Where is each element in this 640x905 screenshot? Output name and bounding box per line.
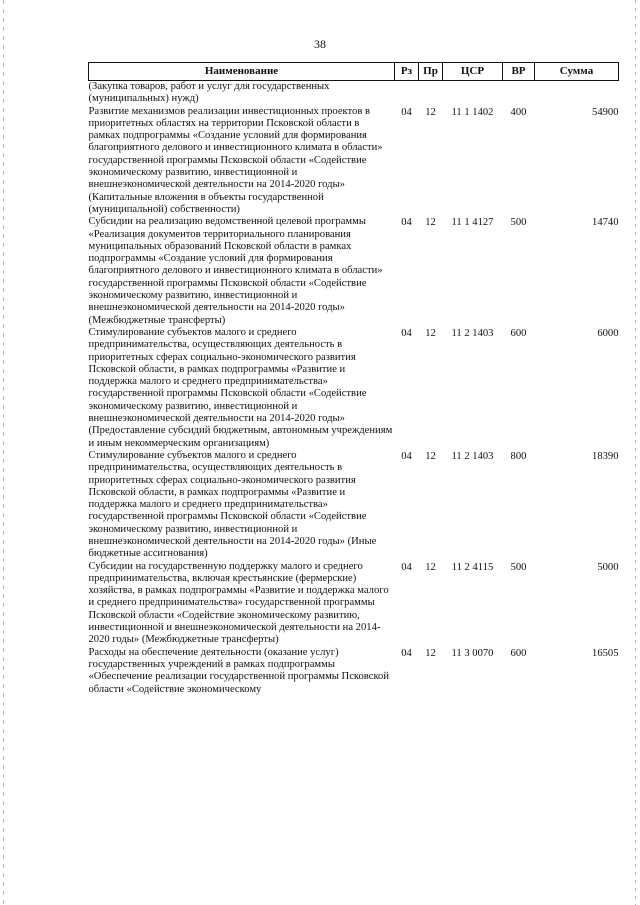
row-pr: 12 [425,450,436,462]
row-vr: 600 [510,647,527,659]
table-header [89,63,619,81]
table-row [89,450,619,561]
row-name: Развитие механизмов реализации инвестиционных проектов в приоритетных областях на территории Псковской области в рамках подпрограммы «Создание условий для формирования благоприятного делового и инвестиционного климата в области» государственной программы Псковской области «Содействие экономическому развитию, инвестиционной и внешнеэкономической деятельности на 2014-2020 годы» (Капитальные вложения в объекты государственной (муниципальной) собственности) [88,105,383,215]
row-rz: 04 [401,561,412,573]
row-pr: 12 [425,561,436,573]
row-rz: 04 [401,647,412,659]
table-row [89,327,619,450]
header-vr: ВР [503,63,535,81]
row-name: Субсидии на реализацию ведомственной целевой программы «Реализация документов территориального планирования муниципальных образований Псковской области в рамках подпрограммы «Создание условий для формирования благоприятного делового и инвестиционного климата в области» государственной программы Псковской области «Содействие экономическому развитию, инвестиционной и внешнеэкономической деятельности на 2014-2020 годы» (Межбюджетные трансферты) [88,216,383,326]
row-pr: 12 [425,217,436,229]
row-rz: 04 [401,106,412,118]
row-sum [535,81,619,106]
table-row [89,647,619,696]
table-row [89,81,619,106]
header-name: Наименование [89,63,395,81]
row-csr: 11 3 0070 [451,647,494,659]
row-pr: 12 [425,647,436,659]
row-rz: 04 [401,327,412,339]
header-pr: Пр [419,63,443,81]
row-vr: 500 [510,561,527,573]
row-vr: 600 [510,327,527,339]
header-rz: Рз [395,63,419,81]
table-header-row [89,63,619,81]
row-rz: 04 [401,217,412,229]
row-csr: 11 2 1403 [451,450,494,462]
table-body [89,81,619,696]
row-sum: 16505 [592,647,619,659]
row-name: (Закупка товаров, работ и услуг для государственных (муниципальных) нужд) [88,81,330,105]
row-csr: 11 1 4127 [451,217,494,229]
row-name: Стимулирование субъектов малого и среднего предпринимательства, осуществляющих деятельность в приоритетных сферах социально-экономического развития Псковской области, в рамках подпрограммы «Развитие и поддержка малого и среднего предпринимательства» государственной программы Псковской области «Содействие экономическому развитию, инвестиционной и внешнеэкономической деятельности на 2014-2020 годы» (Предоставление субсидий бюджетным, автономным учреждениям и иным некоммерческим организациям) [88,326,393,449]
row-vr: 800 [510,450,527,462]
table-row [89,106,619,217]
row-rz [395,81,419,106]
row-csr: 11 2 4115 [451,561,494,573]
header-csr: ЦСР [443,63,503,81]
row-sum: 54900 [592,106,619,118]
row-csr: 11 2 1403 [451,327,494,339]
row-vr: 400 [510,106,527,118]
row-rz: 04 [401,450,412,462]
row-sum: 5000 [597,561,619,573]
budget-table [88,62,619,696]
page-number: 38 [314,37,326,51]
row-sum: 18390 [592,450,619,462]
row-name: Субсидии на государственную поддержку малого и среднего предпринимательства, включая крестьянские (фермерские) хозяйства, в рамках подпрограммы «Развитие и поддержка малого и среднего предпринимательства» государственной программы Псковской области «Содействие экономическому развитию, инвестиционной и внешнеэкономической деятельности на 2014-2020 годы» (Межбюджетные трансферты) [88,560,389,646]
header-sum: Сумма [535,63,619,81]
row-sum: 6000 [597,327,619,339]
row-name: Стимулирование субъектов малого и среднего предпринимательства, осуществляющих деятельность в приоритетных сферах социально-экономического развития Псковской области, в рамках подпрограммы «Развитие и поддержка малого и среднего предпринимательства» государственной программы Псковской области «Содействие экономическому развитию, инвестиционной и внешнеэкономической деятельности на 2014-2020 годы» (Иные бюджетные ассигнования) [88,449,377,560]
row-vr [503,81,535,106]
row-pr [419,81,443,106]
scan-edge-left [3,0,4,905]
budget-table-container [88,62,618,696]
row-pr: 12 [425,327,436,339]
row-pr: 12 [425,106,436,118]
table-row [89,216,619,327]
row-sum: 14740 [592,217,619,229]
scan-edge-right [635,0,636,905]
table-row [89,561,619,647]
row-csr: 11 1 1402 [451,106,494,118]
row-vr: 500 [510,217,527,229]
row-csr [443,81,503,106]
row-name: Расходы на обеспечение деятельности (оказание услуг) государственных учреждений в рамках подпрограммы «Обеспечение реализации государственной программы Псковской области «Содействие экономическому [88,646,390,695]
